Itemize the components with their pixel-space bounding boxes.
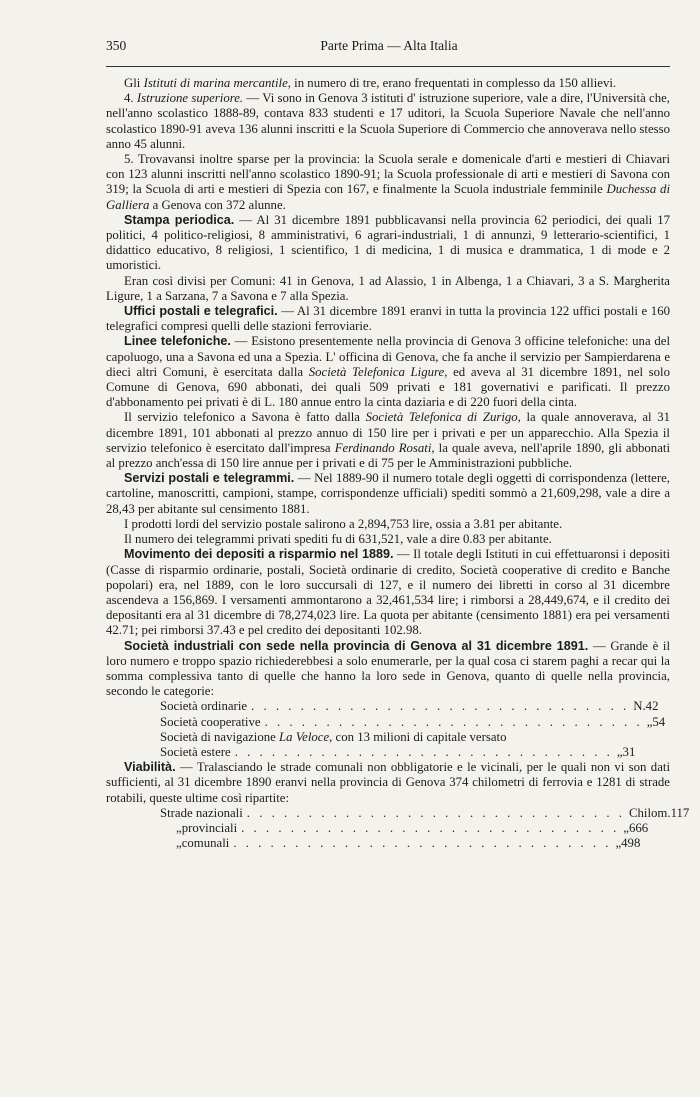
paragraph-comuni: Eran così divisi per Comuni: 41 in Genova, 1 ad Alassio, 1 in Albenga, 1 a Chiavari, 3 a S. Margherita Ligure, 1 a Sarzana, 7 a Savona e 7 alla Spezia.	[106, 273, 670, 303]
text-run: — Vi sono in Genova 3 istituti d' istruzione superiore, vale a dire, l'Università che, nell'anno scolastico 1888-89, contava 833 studenti e 17 uditori, la Scuola Superiore Navale che nell'anno scolastico 1890-91 aveva 136 alunni inscritti e la Scuola Superiore di Commercio che annoverava nello stesso anno 45 alunni.	[106, 91, 670, 151]
item-value: 117	[670, 805, 690, 820]
italic-run: Duchessa di Galliera	[106, 182, 670, 212]
section-heading: Stampa periodica.	[124, 212, 235, 227]
list-item	[160, 744, 636, 760]
running-title: Parte Prima — Alta Italia	[320, 38, 458, 53]
list-item	[160, 699, 659, 714]
item-unit: Chilom.	[628, 805, 671, 820]
text-run: con 13 milioni di capitale versato	[332, 729, 507, 744]
item-label: Strade nazionali	[160, 805, 243, 820]
paragraph-istituti-marina	[106, 76, 670, 91]
item-label: comunali	[181, 836, 230, 851]
text-run: Gli	[124, 76, 144, 90]
text-run: — Al 31 dicembre 1891 eranvi in tutta la provincia 122 uffici postali e 160 telegrafici compresi quelli delle stazioni ferroviarie.	[106, 304, 670, 334]
item-label: provinciali	[181, 820, 238, 835]
paragraph-stampa-periodica	[106, 213, 670, 274]
italic-run: Società Telefonica Ligure,	[308, 364, 448, 379]
item-label	[160, 730, 507, 745]
text-run: — Il totale degli Istituti in cui effettuaronsi i depositi (Casse di risparmio ordinarie, postali, Società ordinarie di credito, Società cooperative di credito e Banche popolari) era, nel 1889, con le loro succursali di 127, e il numero dei libretti in corso al 31 dicembre ascendeva a 156,869. I versamenti ammontarono a 32,461,534 lire; i rimborsi a 28,449,674, e il credito dei depositanti era al 31 dicembre di 78,274,023 lire. La quota per abitante (censimento 1881) era pei versamenti 42.71; pei rimborsi 37.43 e pel credito dei depositanti 102.98.	[106, 547, 671, 638]
text-run: 5. Trovavansi inoltre sparse per la provincia: la Scuola serale e domenicale d'arti e mestieri di Chiavari con 123 alunni inscritti nell'anno scolastico 1890-91; la Scuola professionale di arti e mestieri di Savona con 319; la Scuola di arti e mestieri di Spezia con 167, e finalmente la Scuola industriale femminile	[106, 152, 670, 197]
leader-dots: . . . . . . . . . . . . . . . . . . . . . . . . . . . . . . .	[251, 699, 630, 714]
item-label: Società ordinarie	[160, 699, 248, 714]
paragraph-viabilita	[106, 760, 670, 806]
text-run: — Grande è il loro numero e troppo spazio richiederebbesi a solo enumerarle, per la qual cosa ci starem paghi a recar qui la somma complessiva tanto di quelle che hanno la loro sede in Genova, quanto di quelle nella provincia, secondo le categorie:	[106, 638, 671, 699]
list-item	[160, 836, 641, 851]
list-item	[160, 714, 666, 730]
paragraph-uffici-postali	[106, 304, 670, 334]
text-run: 4.	[124, 91, 137, 106]
page-body	[106, 76, 690, 851]
leader-dots: . . . . . . . . . . . . . . . . . . . . . . . . . . . . . . .	[233, 836, 612, 851]
text-run: — Tralasciando le strade comunali non obbligatorie e le vicinali, per le quali non vi son dati sufficienti, al 31 dicembre 1890 eranvi nella provincia di Genova 374 chilometri di ferrovia e 1281 di strade rotabili, queste ultime così ripartite:	[106, 760, 670, 805]
ditto-mark: „	[176, 836, 182, 851]
item-label: Società cooperative	[160, 714, 261, 729]
italic-run: La Veloce,	[279, 729, 333, 744]
italic-run: Ferdinando Rosati,	[334, 440, 435, 455]
list-item	[160, 820, 649, 836]
item-value: 31	[622, 744, 636, 759]
item-unit: „	[646, 714, 653, 729]
paragraph-depositi-risparmio	[106, 547, 670, 638]
ditto-mark: „	[176, 820, 182, 835]
paragraph-istruzione-superiore	[106, 91, 670, 152]
item-value: 42	[645, 699, 659, 714]
text-run: a Genova con 372 alunne.	[149, 197, 286, 212]
section-heading: Linee telefoniche.	[124, 334, 231, 349]
paragraph-telegrammi: Il numero dei telegrammi privati spediti fu di 631,521, vale a dire 0.83 per abitante.	[124, 532, 552, 547]
paragraph-scuole-provincia	[106, 152, 670, 213]
text-run: — Esistono presentemente nella provincia di Genova 3 officine telefoniche: una del capoluogo, una a Savona ed una a Spezia. L' officina di Genova, che fa anche il servizio per Sampierdarena e dieci altri Comuni, è esercitata dalla	[106, 334, 670, 379]
paragraph-prodotti-lordi: I prodotti lordi del servizio postale salirono a 2,894,753 lire, ossia a 3.81 per abitante.	[124, 516, 563, 531]
italic-run: Società Telefonica di Zurigo,	[365, 410, 521, 425]
page-header	[108, 38, 670, 60]
text-run: la quale aveva, nell'aprile 1890, gli abbonati al prezzo anch'essa di 150 lire annue per i privati e di 75 per le Amministrazioni pubbliche.	[106, 440, 670, 471]
section-heading: Servizi postali e telegrammi.	[124, 471, 295, 486]
leader-dots: . . . . . . . . . . . . . . . . . . . . . . . . . . . . . . .	[234, 744, 613, 759]
text-run: Società di navigazione	[160, 729, 280, 744]
item-unit: „	[616, 744, 623, 759]
text-run: in numero di tre, erano frequentati in complesso da 150 allievi.	[290, 76, 617, 90]
item-value: 54	[652, 714, 666, 729]
italic-run: Istituti di marina mercantile,	[143, 76, 291, 90]
strade-list	[160, 805, 690, 852]
text-run: la quale annoverava, al 31 dicembre 1891, 101 abbonati al prezzo annuo di 150 lire per i privati e per un apparecchio. Alla Spezia il servizio telefonico è esercitato dall'impresa	[106, 410, 671, 455]
leader-dots: . . . . . . . . . . . . . . . . . . . . . . . . . . . . . . .	[264, 714, 643, 729]
paragraph-linee-telefoniche	[106, 334, 670, 410]
paragraph-servizio-savona	[106, 410, 670, 471]
item-value: 498	[621, 836, 641, 851]
item-unit: „	[623, 820, 629, 835]
italic-run: Istruzione superiore.	[136, 91, 244, 106]
list-item	[160, 730, 620, 745]
text-run: — Nel 1889-90 il numero totale degli oggetti di corrispondenza (lettere, cartoline, manoscritti, campioni, stampe, corrispondenze ufficiali) spediti sommò a 21,609,298, vale a dire a 28,43 per abitante sul censimento 1881.	[106, 471, 670, 516]
item-unit: „	[615, 836, 622, 851]
section-heading: Società industriali con sede nella provincia di Genova al 31 dicembre 1891.	[124, 638, 589, 653]
section-heading: Viabilità.	[124, 760, 176, 775]
text-run: Il servizio telefonico a Savona è fatto dalla	[124, 410, 366, 425]
item-value: 666	[628, 820, 649, 835]
section-heading: Movimento dei depositi a risparmio nel 1889.	[124, 547, 394, 562]
societa-list	[160, 699, 666, 760]
paragraph-servizi-postali	[106, 471, 670, 517]
item-label: Società estere	[160, 744, 231, 759]
paragraph-societa-industriali	[106, 639, 670, 700]
item-unit: N.	[633, 699, 646, 714]
page-number: 350	[106, 38, 127, 53]
header-rule	[106, 66, 670, 67]
leader-dots: . . . . . . . . . . . . . . . . . . . . . . . . . . . . . . .	[246, 805, 625, 820]
leader-dots: . . . . . . . . . . . . . . . . . . . . . . . . . . . . . . .	[241, 820, 620, 835]
section-heading: Uffici postali e telegrafici.	[124, 304, 278, 319]
text-run: ed aveva al 31 dicembre 1891, nel solo Comune di Genova, 690 abbonati, dei quali 509 privati e 181 governativi e parificati. Il prezzo d'abbonamento pei privati è di L. 180 annue entro la cinta daziaria e di 220 fuori della cinta.	[106, 364, 671, 410]
text-run: — Al 31 dicembre 1891 pubblicavansi nella provincia 62 periodici, dei quali 17 politici, 4 politico-religiosi, 8 amministrativi, 6 agrari-industriali, 1 di annunzi, 9 letterario-scientifici, 1 didattico educativo, 8 religiosi, 1 scientifico, 1 di medicina, 1 di musica e drammatica, 1 di mode e 2 umoristici.	[106, 212, 671, 273]
list-item	[160, 805, 690, 821]
